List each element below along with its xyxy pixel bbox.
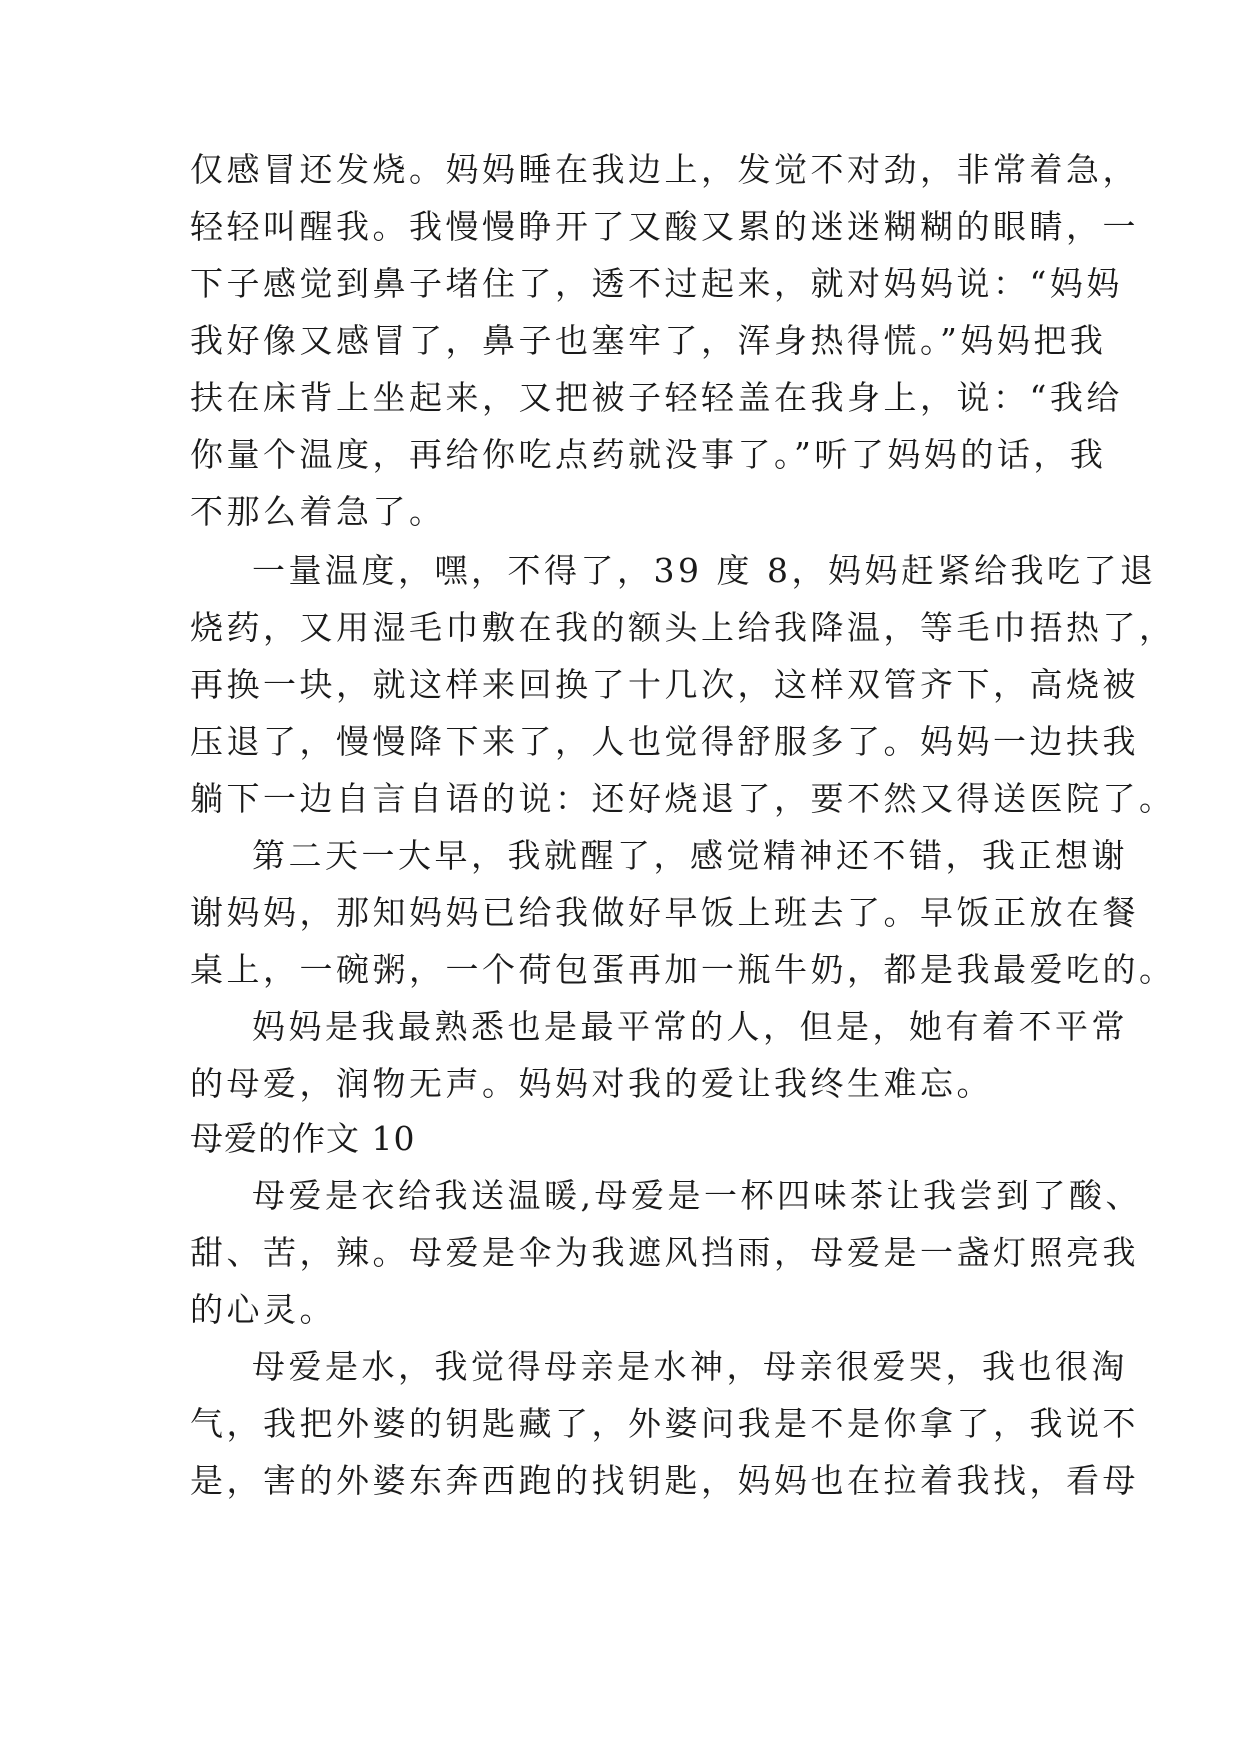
- text-line: 我好像又感冒了，鼻子也塞牢了，浑身热得慌。”妈妈把我: [190, 321, 1107, 360]
- paragraph-first-line: 妈妈是我最熟悉也是最平常的人，但是，她有着不平常: [252, 1007, 1128, 1046]
- text-line: 是，害的外婆东奔西跑的找钥匙，妈妈也在拉着我找，看母: [190, 1461, 1139, 1500]
- text-line: 再换一块，就这样来回换了十几次，这样双管齐下，高烧被: [190, 665, 1139, 704]
- text-line: 甜、苦，辣。母爱是伞为我遮风挡雨，母爱是一盏灯照亮我: [190, 1233, 1139, 1272]
- text-line: 烧药，又用湿毛巾敷在我的额头上给我降温，等毛巾捂热了，: [190, 608, 1176, 647]
- text-line: 你量个温度，再给你吃点药就没事了。”听了妈妈的话，我: [190, 435, 1107, 474]
- text-line: 躺下一边自言自语的说：还好烧退了，要不然又得送医院了。: [190, 779, 1176, 818]
- text-line: 气，我把外婆的钥匙藏了，外婆问我是不是你拿了，我说不: [190, 1404, 1139, 1443]
- text-line: 扶在床背上坐起来，又把被子轻轻盖在我身上，说：“我给: [190, 378, 1123, 417]
- text-line: 仅感冒还发烧。妈妈睡在我边上，发觉不对劲，非常着急，: [190, 150, 1139, 189]
- text-line: 压退了，慢慢降下来了，人也觉得舒服多了。妈妈一边扶我: [190, 722, 1139, 761]
- text-line: 的心灵。: [190, 1290, 336, 1329]
- paragraph-first-line: 母爱是水，我觉得母亲是水神，母亲很爱哭，我也很淘: [252, 1347, 1128, 1386]
- text-line: 桌上，一碗粥，一个荷包蛋再加一瓶牛奶，都是我最爱吃的。: [190, 950, 1176, 989]
- paragraph-first-line: 第二天一大早，我就醒了，感觉精神还不错，我正想谢: [252, 836, 1128, 875]
- section-title: 母爱的作文 10: [190, 1119, 416, 1158]
- paragraph-first-line: 母爱是衣给我送温暖,母爱是一杯四味茶让我尝到了酸、: [252, 1176, 1142, 1215]
- text-line: 的母爱，润物无声。妈妈对我的爱让我终生难忘。: [190, 1064, 993, 1103]
- text-line: 下子感觉到鼻子堵住了，透不过起来，就对妈妈说：“妈妈: [190, 264, 1123, 303]
- text-line: 不那么着急了。: [190, 492, 446, 531]
- paragraph-first-line: 一量温度，嘿，不得了，39 度 8，妈妈赶紧给我吃了退: [252, 551, 1157, 590]
- text-line: 轻轻叫醒我。我慢慢睁开了又酸又累的迷迷糊糊的眼睛，一: [190, 207, 1139, 246]
- text-line: 谢妈妈，那知妈妈已给我做好早饭上班去了。早饭正放在餐: [190, 893, 1139, 932]
